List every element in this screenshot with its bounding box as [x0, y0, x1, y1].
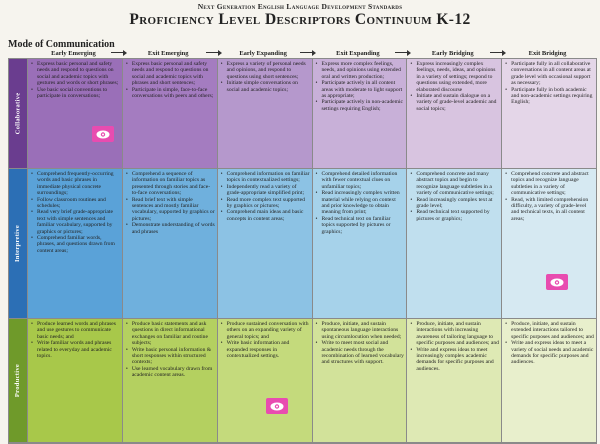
- descriptor-item: • Produce, initiate, and sustain interactions with increasing awareness of tailoring language to specific purposes and audiences; and: [416, 321, 499, 347]
- descriptor-item: • Demonstrate understanding of words and phrases: [132, 222, 215, 235]
- level-label: Exit Expanding: [336, 50, 380, 57]
- level-header: [310, 49, 405, 58]
- descriptor-item: • Write basic information and expanded responses in contextualized settings.: [227, 340, 310, 359]
- descriptor-item: • Use learned vocabulary drawn from academic content areas.: [132, 366, 215, 379]
- mode-label-text: Productive: [14, 363, 22, 398]
- descriptor-list: [315, 321, 405, 366]
- descriptor-item: • Produce basic statements and ask questions in direct informational exchanges on familiar and routine subjects;: [132, 321, 215, 347]
- descriptor-item: • Comprehend concrete and abstract topics and recognize language subtleties in a variety of communicative settings;: [511, 171, 594, 197]
- descriptor-item: • Express a variety of personal needs and opinions, and respond to questions using short sentences;: [227, 61, 310, 80]
- descriptor-item: • Express more complex feelings, needs, and opinions using extended oral and written production;: [322, 61, 405, 80]
- descriptor-cell: [122, 169, 217, 319]
- document-subtitle: Next Generation English Language Development Standards: [197, 2, 403, 11]
- descriptor-cell: [501, 59, 596, 169]
- descriptor-item: • Initiate simple conversations on social and academic topics;: [227, 80, 310, 93]
- eye-icon: [550, 278, 564, 287]
- descriptor-cell: [27, 59, 122, 169]
- descriptor-list: [315, 171, 405, 235]
- descriptor-item: • Comprehend familiar words, phrases, and questions drawn from content areas;: [37, 235, 120, 254]
- mode-label-text: Interpretive: [14, 224, 22, 263]
- descriptor-item: • Follow classroom routines and schedules;: [37, 197, 120, 210]
- descriptor-list: [504, 61, 594, 106]
- descriptor-cell: [27, 319, 122, 443]
- descriptor-list: [125, 171, 215, 235]
- descriptor-item: • Participate fully in both academic and non-academic settings requiring English;: [511, 87, 594, 106]
- descriptor-item: • Read very brief grade-appropriate text with simple sentences and familiar vocabulary, supported by graphics or pictures;: [37, 209, 120, 235]
- level-label: Exit Bridging: [528, 50, 567, 57]
- eye-badge-interpretive[interactable]: [546, 274, 568, 290]
- level-label: Early Expanding: [239, 50, 287, 57]
- descriptor-item: • Read brief text with simple sentences and mostly familiar vocabulary, supported by graphics or pictures;: [132, 197, 215, 223]
- descriptor-cell: [27, 169, 122, 319]
- descriptor-cell: [501, 319, 596, 443]
- mode-label-text: Collaborative: [14, 92, 22, 135]
- descriptor-item: • Write familiar words and phrases related to everyday and academic topics.: [37, 340, 120, 359]
- descriptor-list: [125, 321, 215, 379]
- descriptor-item: • Independently read a variety of grade-appropriate simplified print;: [227, 184, 310, 197]
- descriptor-list: [220, 321, 310, 359]
- descriptor-item: • Produce, initiate, and sustain extended interactions tailored to specific purposes and audiences; and: [511, 321, 594, 340]
- descriptor-list: [30, 61, 120, 99]
- descriptor-cell: [312, 319, 407, 443]
- descriptor-list: [409, 171, 499, 222]
- level-label: Early Emerging: [51, 50, 96, 57]
- descriptor-cell: [122, 59, 217, 169]
- level-header: [26, 49, 121, 58]
- descriptor-cell: [501, 169, 596, 319]
- descriptor-item: • Produce sustained conversation with others on an expanding variety of general topics; and: [227, 321, 310, 340]
- descriptor-list: [220, 61, 310, 93]
- level-label: Exit Emerging: [147, 50, 189, 57]
- descriptor-item: • Read, with limited comprehension difficulty, a variety of grade-level and technical texts, in all content areas;: [511, 197, 594, 223]
- descriptor-list: [409, 61, 499, 112]
- level-header: [405, 49, 500, 58]
- mode-of-communication-heading: Mode of Communication: [8, 39, 115, 50]
- level-label: Early Bridging: [431, 50, 474, 57]
- descriptor-item: • Participate in simple, face-to-face conversations with peers and others;: [132, 87, 215, 100]
- descriptor-item: • Write basic personal information & short responses within structured contexts;: [132, 347, 215, 366]
- eye-icon: [270, 402, 284, 411]
- descriptor-cell: [406, 319, 501, 443]
- descriptor-item: • Comprehend main ideas and basic concepts in content areas;: [227, 209, 310, 222]
- mode-label: [9, 59, 27, 169]
- descriptor-list: [220, 171, 310, 222]
- descriptor-list: [30, 171, 120, 254]
- descriptor-list: [125, 61, 215, 99]
- descriptor-list: [504, 321, 594, 366]
- descriptor-cell: [312, 59, 407, 169]
- pld-continuum-table: [8, 58, 597, 444]
- descriptor-list: [30, 321, 120, 359]
- descriptor-item: • Read increasingly complex text at grade level;: [416, 197, 499, 210]
- descriptor-item: • Read more complex text supported by graphics or pictures;: [227, 197, 310, 210]
- descriptor-item: • Participate actively in non-academic settings requiring English;: [322, 99, 405, 112]
- descriptor-item: • Comprehend a sequence of information on familiar topics as presented through stories and face-to-face conversations;: [132, 171, 215, 197]
- descriptor-item: • Read increasingly complex written material while relying on context and prior knowledge to obtain meaning from print;: [322, 190, 405, 216]
- descriptor-cell: [122, 319, 217, 443]
- level-header: [121, 49, 216, 58]
- descriptor-item: • Produce, initiate, and sustain spontaneous language interactions using circumlocution when needed;: [322, 321, 405, 340]
- descriptor-cell: [217, 169, 312, 319]
- descriptor-item: • Participate fully in all collaborative conversations in all content areas at grade level with occasional support as necessary;: [511, 61, 594, 87]
- descriptor-list: [315, 61, 405, 112]
- descriptor-cell: [217, 319, 312, 443]
- descriptor-cell: [406, 169, 501, 319]
- descriptor-item: • Comprehend information on familiar topics in contextualized settings;: [227, 171, 310, 184]
- document-title: Proficiency Level Descriptors Continuum K-12: [129, 11, 471, 28]
- descriptor-item: • Write to meet most social and academic needs through the recombination of learned vocabulary and structures with support.: [322, 340, 405, 366]
- descriptor-item: • Write and express ideas to meet increasingly complex academic demands for specific purposes and audiences.: [416, 347, 499, 373]
- eye-badge-collaborative[interactable]: [92, 126, 114, 142]
- level-header: [216, 49, 311, 58]
- descriptor-item: • Participate actively in all content areas with moderate to light support as appropriate;: [322, 80, 405, 99]
- descriptor-item: • Comprehend concrete and many abstract topics and begin to recognize language subtleties in a variety of communicative settings;: [416, 171, 499, 197]
- descriptor-item: • Use basic social conventions to participate in conversations;: [37, 87, 120, 100]
- descriptor-cell: [406, 59, 501, 169]
- descriptor-list: [409, 321, 499, 372]
- mode-label: [9, 169, 27, 319]
- descriptor-cell: [312, 169, 407, 319]
- descriptor-item: • Initiate and sustain dialogue on a variety of grade-level academic and social topics;: [416, 93, 499, 112]
- descriptor-item: • Express basic personal and safety needs and respond to questions on social and academic topics with phrases and short sentences;: [132, 61, 215, 87]
- eye-icon: [96, 130, 110, 139]
- descriptor-cell: [217, 59, 312, 169]
- descriptor-item: • Express increasingly complex feelings, needs, ideas, and opinions in a variety of settings; respond to questions using extended, more elaborated discourse: [416, 61, 499, 93]
- descriptor-item: • Produce learned words and phrases and use gestures to communicate basic needs; and: [37, 321, 120, 340]
- descriptor-item: • Write and express ideas to meet a variety of social needs and academic demands for specific purposes and audiences.: [511, 340, 594, 366]
- descriptor-item: • Express basic personal and safety needs and respond to questions on social and academic topics with gestures and words or short phrases;: [37, 61, 120, 87]
- level-header: [500, 49, 595, 58]
- descriptor-item: • Comprehend frequently-occurring words and basic phrases in immediate physical concrete surroundings;: [37, 171, 120, 197]
- descriptor-list: [504, 171, 594, 222]
- level-header-row: [26, 49, 595, 58]
- mode-label: [9, 319, 27, 443]
- descriptor-item: • Read technical text supported by pictures or graphics;: [416, 209, 499, 222]
- eye-badge-productive[interactable]: [266, 398, 288, 414]
- descriptor-item: • Read technical text on familiar topics supported by pictures or graphics;: [322, 216, 405, 235]
- descriptor-item: • Comprehend detailed information with fewer contextual clues on unfamiliar topics;: [322, 171, 405, 190]
